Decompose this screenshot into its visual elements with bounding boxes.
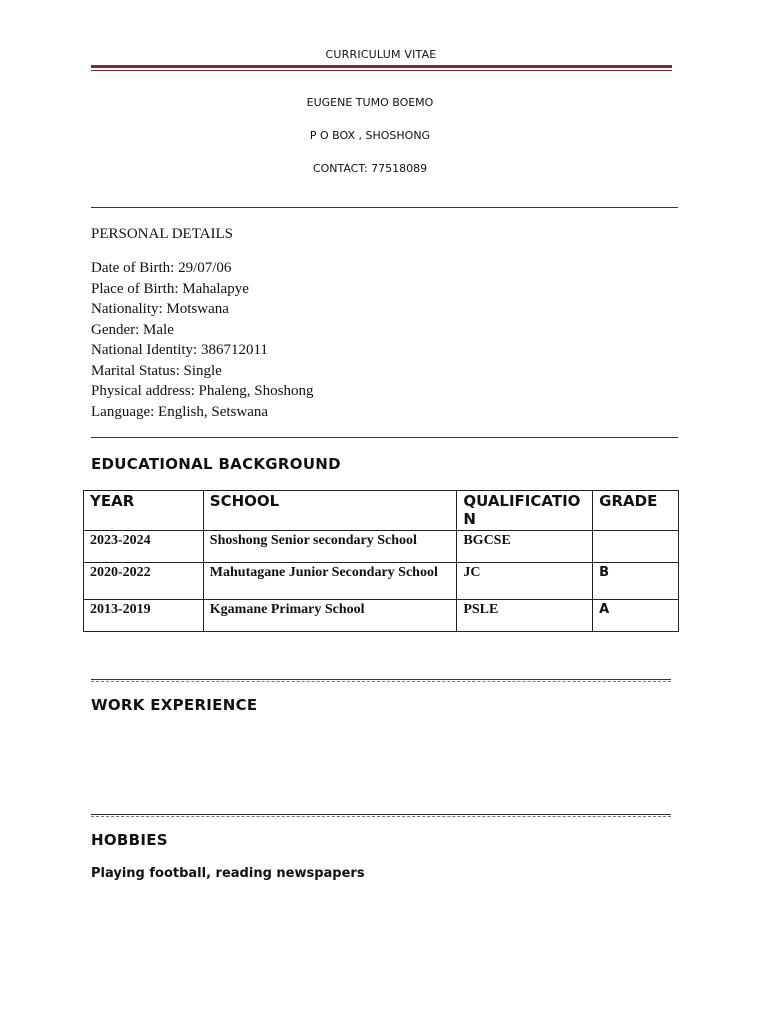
- cell-school: Mahutagane Junior Secondary School: [203, 563, 457, 600]
- cell-grade: [593, 531, 679, 563]
- column-header-school: SCHOOL: [203, 491, 457, 531]
- cell-year: 2023-2024: [84, 531, 204, 563]
- applicant-contact: CONTACT: 77518089: [312, 162, 428, 175]
- detail-physical-address: Physical address: Phaleng, Shoshong: [91, 383, 314, 399]
- detail-marital-status: Marital Status: Single: [91, 362, 222, 379]
- detail-national-identity: National Identity: 386712011: [91, 342, 268, 358]
- detail-language: Language: English, Setswana: [91, 403, 269, 420]
- cell-grade: B: [593, 563, 679, 600]
- education-divider: [91, 679, 671, 680]
- work-experience-heading: WORK EXPERIENCE: [91, 696, 258, 714]
- applicant-name: EUGENE TUMO BOEMO: [306, 96, 434, 109]
- detail-nationality: Nationality: Motswana: [91, 301, 229, 317]
- column-header-grade: GRADE: [593, 491, 679, 531]
- cell-qualification: BGCSE: [457, 531, 593, 563]
- cell-school: Shoshong Senior secondary School: [203, 531, 457, 563]
- column-header-year: YEAR: [84, 491, 204, 531]
- hobbies-heading: HOBBIES: [91, 831, 168, 849]
- title-double-rule: [91, 65, 672, 72]
- header-divider: [91, 207, 678, 208]
- education-header-row: [84, 491, 679, 531]
- cell-year: 2020-2022: [84, 563, 204, 600]
- education-table: [83, 490, 679, 632]
- personal-details-heading: PERSONAL DETAILS: [91, 226, 233, 242]
- table-row: [84, 563, 679, 600]
- cell-school: Kgamane Primary School: [203, 600, 457, 632]
- education-heading: EDUCATIONAL BACKGROUND: [91, 455, 341, 473]
- detail-place-of-birth: Place of Birth: Mahalapye: [91, 280, 249, 297]
- detail-gender: Gender: Male: [91, 321, 174, 338]
- work-divider: [91, 814, 671, 815]
- hobbies-text: Playing football, reading newspapers: [91, 866, 365, 881]
- cell-year: 2013-2019: [84, 600, 204, 632]
- cell-qualification: JC: [457, 563, 593, 600]
- personal-divider: [91, 437, 678, 438]
- personal-details-list: [91, 258, 314, 422]
- cell-qualification: PSLE: [457, 600, 593, 632]
- document-title: CURRICULUM VITAE: [325, 48, 437, 61]
- table-row: [84, 600, 679, 632]
- column-header-qualification: QUALIFICATION: [457, 491, 593, 531]
- detail-date-of-birth: Date of Birth: 29/07/06: [91, 260, 232, 276]
- applicant-address: P O BOX , SHOSHONG: [309, 129, 431, 142]
- cell-grade: A: [593, 600, 679, 632]
- table-row: [84, 531, 679, 563]
